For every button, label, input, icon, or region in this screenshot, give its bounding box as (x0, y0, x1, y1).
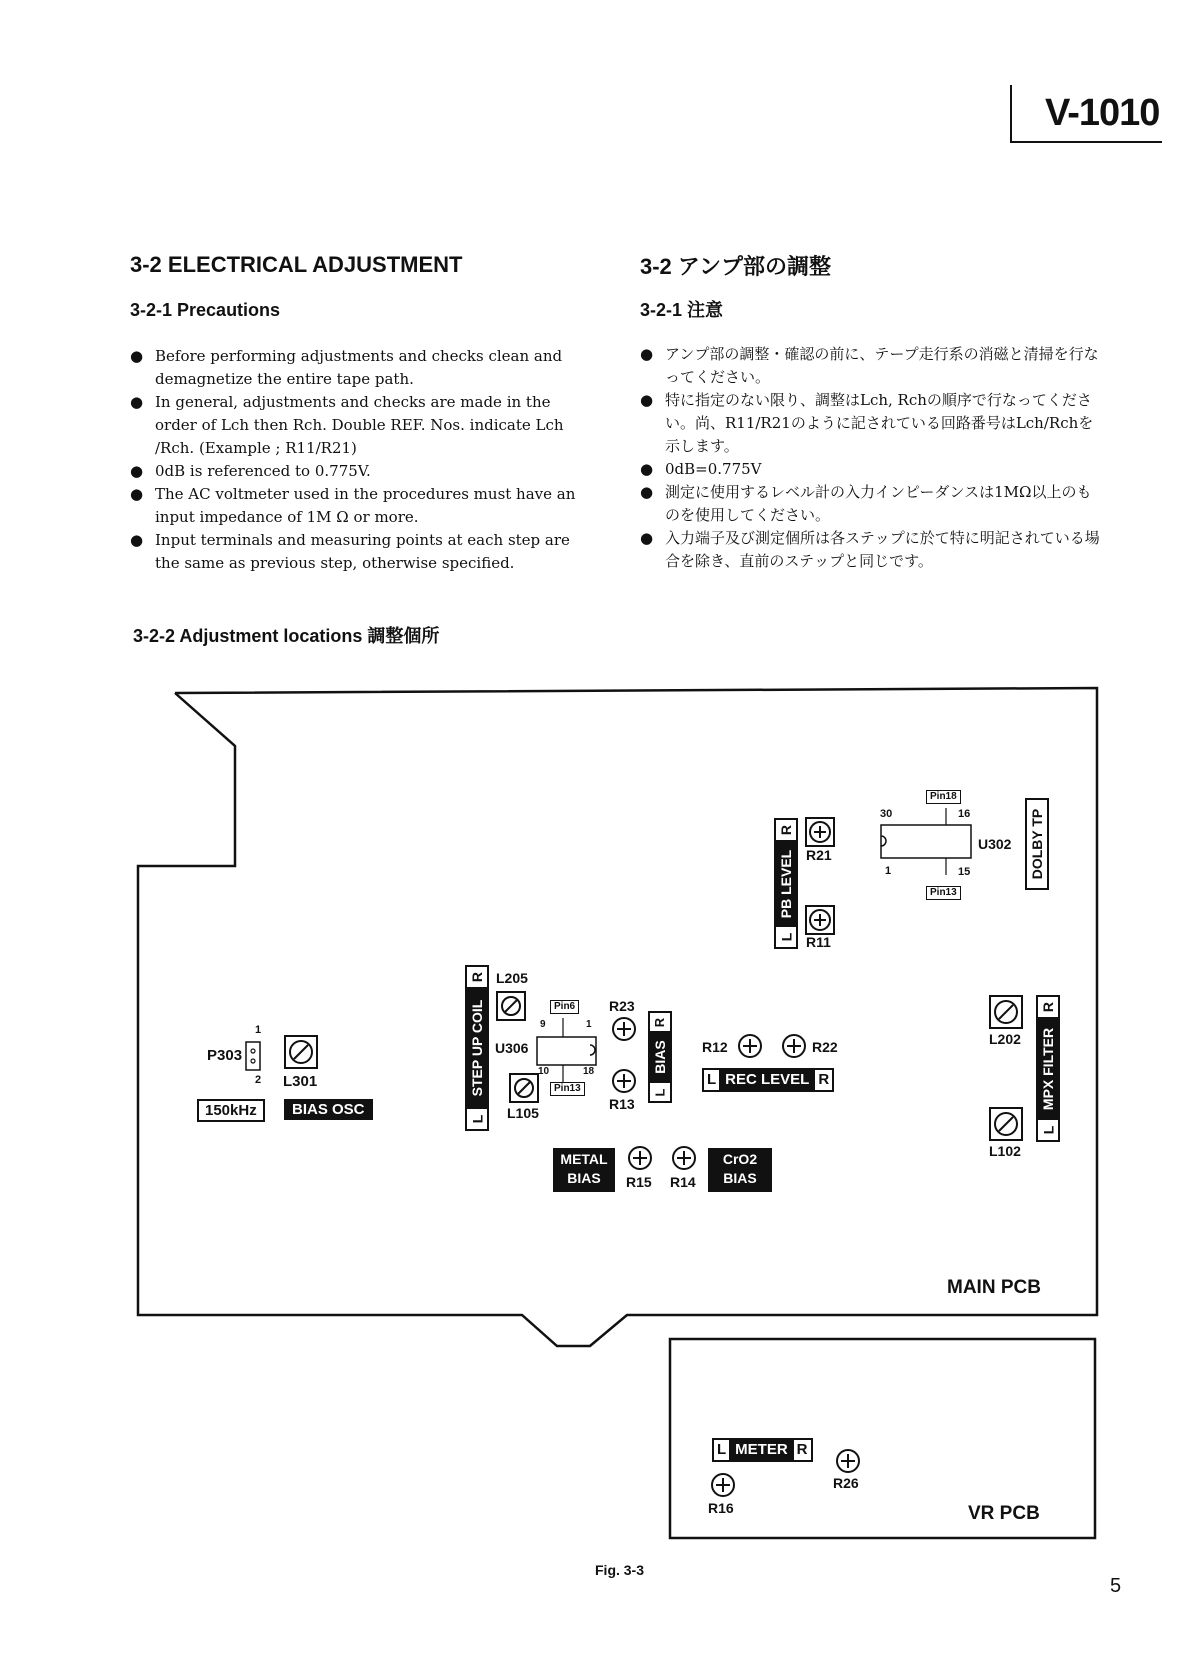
u302-pin13-box: Pin13 (926, 886, 961, 900)
rec-level-label: REC LEVEL (719, 1070, 815, 1090)
bar-right-marker: R (778, 824, 794, 836)
bias-label: BIAS (652, 1040, 668, 1074)
u306-pin13-box: Pin13 (550, 1082, 585, 1096)
list-item: ● 測定に使用するレベル計の入力インピーダンスは1MΩ以上のものを使用してください。 (640, 481, 1100, 527)
pb-level-label: PB LEVEL (778, 849, 794, 918)
list-item: ● 入力端子及び測定個所は各ステップに於て特に明記されている場合を除き、直前のステップと同じです。 (640, 527, 1100, 573)
precautions-title-en: 3-2-1 Precautions (130, 300, 281, 320)
frequency-label: 150kHz (197, 1099, 265, 1122)
mpx-filter-bar (1036, 995, 1060, 1142)
cro2-bias-line1: CrO2 (722, 1151, 758, 1167)
trimmer-pot-icon (806, 906, 834, 934)
trimmer-pot-icon (739, 1035, 761, 1057)
model-number: V-1010 (1045, 92, 1160, 134)
coil-adjuster-icon (510, 1074, 538, 1102)
cro2-bias-line2: BIAS (723, 1170, 757, 1186)
bar-right-marker: R (652, 1017, 668, 1027)
dolby-tp-label: DOLBY TP (1029, 808, 1045, 880)
adjustment-locations-heading: 3-2-2 Adjustment locations 調整個所 (133, 626, 440, 646)
l202-label: L202 (989, 1031, 1021, 1047)
step-up-coil-label: STEP UP COIL (469, 999, 485, 1097)
u306-pin1-number: 1 (586, 1019, 592, 1030)
r16-label: R16 (708, 1500, 734, 1516)
list-item: ● 0dB is referenced to 0.775V. (130, 460, 590, 483)
trimmer-pot-icon (783, 1035, 805, 1057)
dolby-tp-box (1025, 798, 1049, 890)
pb-level-text-cell (776, 840, 796, 927)
page-number: 5 (1110, 1575, 1122, 1597)
r21-label: R21 (806, 847, 832, 863)
figure-caption: Fig. 3-3 (595, 1562, 645, 1578)
list-item: ● 特に指定のない限り、調整はLch, Rchの順序で行なってください。尚、R11/R21のように記されている回路番号はLch/Rchを示します。 (640, 389, 1100, 458)
list-item: ● The AC voltmeter used in the procedures must have an input impedance of 1M Ω or more. (130, 483, 590, 529)
bar-left-marker: L (778, 932, 794, 942)
u302-pin16-number: 16 (958, 808, 971, 820)
trimmer-pot-icon (673, 1147, 695, 1169)
bar-left-marker: L (707, 1071, 717, 1088)
list-item: ● アンプ部の調整・確認の前に、テープ走行系の消磁と清掃を行なってください。 (640, 343, 1100, 389)
p303-pin2-label: 2 (255, 1074, 262, 1086)
list-item: ● In general, adjustments and checks are made in the order of Lch then Rch. Double REF. Nos. indicate Lch /Rch. (Example ; R11/R21) (130, 391, 590, 460)
u306-pin9-number: 9 (540, 1019, 546, 1030)
list-item: ● Input terminals and measuring points at each step are the same as previous step, otherwise specified. (130, 529, 590, 575)
bar-right-marker: R (469, 971, 485, 983)
u302-pin15-number: 15 (958, 866, 971, 878)
bar-left-marker: L (652, 1088, 668, 1096)
coil-adjuster-icon (990, 996, 1022, 1028)
meter-bar (712, 1438, 813, 1462)
p303-label: P303 (207, 1047, 243, 1064)
l301-label: L301 (283, 1073, 318, 1090)
cro2-bias-label (708, 1148, 772, 1192)
meter-label: METER (729, 1440, 794, 1460)
bar-left-marker: L (717, 1441, 727, 1458)
precautions-title-jp: 3-2-1 注意 (640, 300, 724, 320)
bar-right-marker: R (1040, 1001, 1056, 1013)
l105-label: L105 (507, 1105, 539, 1121)
section-title-en: 3-2 ELECTRICAL ADJUSTMENT (130, 252, 463, 277)
list-item: ● 0dB=0.775V (640, 458, 1100, 481)
r11-label: R11 (806, 934, 831, 950)
trimmer-pot-icon (712, 1474, 734, 1496)
u306-pin6-box: Pin6 (550, 1000, 579, 1014)
metal-bias-line1: METAL (560, 1151, 608, 1167)
bar-left-marker: L (469, 1114, 485, 1124)
r14-label: R14 (670, 1174, 696, 1190)
coil-adjuster-icon (990, 1108, 1022, 1140)
l205-label: L205 (496, 970, 528, 986)
mpx-filter-text-cell (1038, 1017, 1058, 1120)
r12-label: R12 (702, 1039, 728, 1055)
p303-pin1-label: 1 (255, 1024, 262, 1036)
bias-bar (648, 1011, 672, 1103)
r22-label: R22 (812, 1039, 838, 1055)
bias-text-cell (650, 1031, 670, 1083)
metal-bias-line2: BIAS (567, 1170, 601, 1186)
section-title-jp: 3-2 アンプ部の調整 (640, 254, 832, 279)
trimmer-pot-icon (613, 1070, 635, 1092)
r23-label: R23 (609, 998, 635, 1014)
step-up-coil-bar (465, 965, 489, 1131)
coil-adjuster-icon (497, 992, 525, 1020)
u302-label: U302 (978, 836, 1012, 852)
mpx-filter-label: MPX FILTER (1040, 1027, 1056, 1110)
u302-pin18-box: Pin18 (926, 790, 961, 804)
step-up-coil-text-cell (467, 987, 487, 1109)
rec-level-bar (702, 1068, 834, 1092)
trimmer-pot-icon (806, 818, 834, 846)
u302-pin30-number: 30 (880, 808, 893, 820)
list-item: ● Before performing adjustments and checks clean and demagnetize the entire tape path. (130, 345, 590, 391)
r13-label: R13 (609, 1096, 635, 1112)
u306-label: U306 (495, 1040, 529, 1056)
bar-right-marker: R (818, 1071, 830, 1088)
r26-label: R26 (833, 1475, 859, 1491)
r15-label: R15 (626, 1174, 652, 1190)
pb-level-bar (774, 818, 798, 949)
bar-left-marker: L (1040, 1125, 1056, 1135)
metal-bias-label (553, 1148, 615, 1192)
coil-adjuster-icon (285, 1036, 317, 1068)
trimmer-pot-icon (613, 1018, 635, 1040)
l102-label: L102 (989, 1143, 1021, 1159)
vr-pcb-label: VR PCB (968, 1503, 1040, 1524)
u306-pin18-number: 18 (583, 1066, 595, 1077)
bias-osc-label: BIAS OSC (284, 1099, 373, 1120)
trimmer-pot-icon (629, 1147, 651, 1169)
trimmer-pot-icon (837, 1450, 859, 1472)
u306-pin10-number: 10 (538, 1066, 550, 1077)
main-pcb-label: MAIN PCB (947, 1277, 1041, 1298)
u302-pin1-number: 1 (885, 865, 892, 877)
bar-right-marker: R (796, 1441, 808, 1458)
